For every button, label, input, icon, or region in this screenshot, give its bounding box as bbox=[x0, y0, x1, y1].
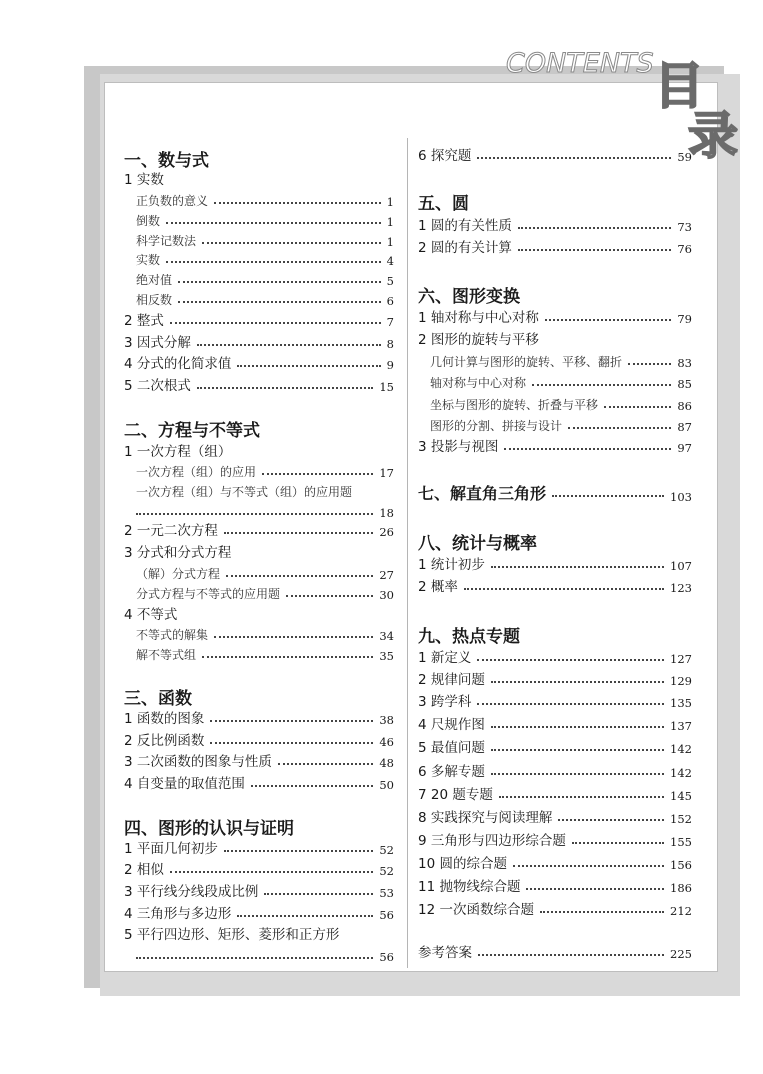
toc-entry[interactable]: （解）分式方程 27 bbox=[136, 567, 394, 582]
toc-entry[interactable]: 12 一次函数综合题 212 bbox=[418, 902, 692, 918]
toc-entry[interactable]: 4 分式的化简求值 9 bbox=[124, 356, 394, 372]
column-divider bbox=[407, 138, 408, 968]
toc-entry[interactable]: 2 圆的有关计算 76 bbox=[418, 240, 692, 256]
toc-entry-answers[interactable]: 参考答案 225 bbox=[418, 945, 692, 961]
toc-entry[interactable]: 坐标与图形的旋转、折叠与平移 86 bbox=[430, 398, 692, 413]
section-title: 三、函数 bbox=[124, 689, 192, 709]
mulu-char-2: 录 bbox=[688, 106, 738, 165]
toc-entry-section-7[interactable]: 七、解直角三角形 103 bbox=[418, 484, 692, 504]
toc-entry[interactable]: 几何计算与图形的旋转、平移、翻折 83 bbox=[430, 355, 692, 370]
toc-entry[interactable]: 3 二次函数的图象与性质 48 bbox=[124, 754, 394, 770]
toc-entry[interactable]: 轴对称与中心对称 85 bbox=[430, 376, 692, 391]
toc-entry[interactable]: 3 分式和分式方程 bbox=[124, 545, 232, 561]
toc-entry[interactable]: 不等式的解集 34 bbox=[136, 628, 394, 643]
toc-entry[interactable]: 正负数的意义 1 bbox=[136, 194, 394, 209]
toc-entry[interactable]: 实数 4 bbox=[136, 253, 394, 268]
section-title: 八、统计与概率 bbox=[418, 534, 537, 554]
toc-entry[interactable]: 9 三角形与四边形综合题 155 bbox=[418, 833, 692, 849]
section-title: 九、热点专题 bbox=[418, 627, 520, 647]
toc-entry[interactable]: 5 平行四边形、矩形、菱形和正方形 bbox=[124, 927, 340, 943]
toc-entry[interactable]: 5 二次根式 15 bbox=[124, 378, 394, 394]
toc-entry[interactable]: 1 函数的图象 38 bbox=[124, 711, 394, 727]
toc-entry[interactable]: 一次方程（组）的应用 17 bbox=[136, 465, 394, 480]
toc-entry[interactable]: 科学记数法 1 bbox=[136, 234, 394, 249]
section-title: 一、数与式 bbox=[124, 151, 209, 171]
toc-entry[interactable]: 相反数 6 bbox=[136, 293, 394, 308]
toc-entry[interactable]: 56 bbox=[124, 946, 394, 964]
toc-entry[interactable]: 3 跨学科 135 bbox=[418, 694, 692, 710]
toc-entry[interactable]: 1 轴对称与中心对称 79 bbox=[418, 310, 692, 326]
toc-entry[interactable]: 4 尺规作图 137 bbox=[418, 717, 692, 733]
mulu-char-1: 目 bbox=[654, 56, 704, 115]
toc-entry[interactable]: 2 规律问题 129 bbox=[418, 672, 692, 688]
toc-entry[interactable]: 倒数 1 bbox=[136, 214, 394, 229]
toc-entry[interactable]: 8 实践探究与阅读理解 152 bbox=[418, 810, 692, 826]
toc-entry[interactable]: 4 三角形与多边形 56 bbox=[124, 906, 394, 922]
toc-entry[interactable]: 3 投影与视图 97 bbox=[418, 439, 692, 455]
toc-entry[interactable]: 2 反比例函数 46 bbox=[124, 733, 394, 749]
toc-entry[interactable]: 10 圆的综合题 156 bbox=[418, 856, 692, 872]
toc-entry[interactable]: 绝对值 5 bbox=[136, 273, 394, 288]
section-title: 六、图形变换 bbox=[418, 287, 520, 307]
toc-entry[interactable]: 4 自变量的取值范围 50 bbox=[124, 776, 394, 792]
section-title: 五、圆 bbox=[418, 194, 469, 214]
toc-entry[interactable]: 分式方程与不等式的应用题 30 bbox=[136, 587, 394, 602]
toc-entry[interactable]: 5 最值问题 142 bbox=[418, 740, 692, 756]
toc-entry[interactable]: 6 多解专题 142 bbox=[418, 764, 692, 780]
section-title: 四、图形的认识与证明 bbox=[124, 819, 294, 839]
toc-entry[interactable]: 2 概率 123 bbox=[418, 579, 692, 595]
toc-entry[interactable]: 2 图形的旋转与平移 bbox=[418, 332, 539, 348]
toc-entry[interactable]: 2 整式 7 bbox=[124, 313, 394, 329]
toc-entry[interactable]: 3 因式分解 8 bbox=[124, 335, 394, 351]
toc-entry[interactable]: 解不等式组 35 bbox=[136, 648, 394, 663]
toc-entry[interactable]: 1 实数 bbox=[124, 172, 164, 188]
toc-entry[interactable]: 图形的分割、拼接与设计 87 bbox=[430, 419, 692, 434]
toc-entry[interactable]: 4 不等式 bbox=[124, 607, 178, 623]
toc-entry[interactable]: 18 bbox=[124, 502, 394, 520]
toc-entry[interactable]: 一次方程（组）与不等式（组）的应用题 bbox=[136, 485, 353, 499]
toc-entry[interactable]: 1 平面几何初步 52 bbox=[124, 841, 394, 857]
toc-entry[interactable]: 1 统计初步 107 bbox=[418, 557, 692, 573]
toc-entry[interactable]: 7 20 题专题 145 bbox=[418, 787, 692, 803]
mulu-title bbox=[654, 46, 738, 165]
toc-entry[interactable]: 2 一元二次方程 26 bbox=[124, 523, 394, 539]
toc-entry[interactable]: 1 圆的有关性质 73 bbox=[418, 218, 692, 234]
toc-entry[interactable]: 2 相似 52 bbox=[124, 862, 394, 878]
toc-entry[interactable]: 1 新定义 127 bbox=[418, 650, 692, 666]
toc-entry[interactable]: 3 平行线分线段成比例 53 bbox=[124, 884, 394, 900]
toc-entry[interactable]: 11 抛物线综合题 186 bbox=[418, 879, 692, 895]
section-title: 二、方程与不等式 bbox=[124, 421, 260, 441]
toc-entry[interactable]: 6 探究题 59 bbox=[418, 148, 692, 164]
contents-heading: CONTENTS bbox=[506, 48, 654, 79]
toc-entry[interactable]: 1 一次方程（组） bbox=[124, 444, 232, 460]
